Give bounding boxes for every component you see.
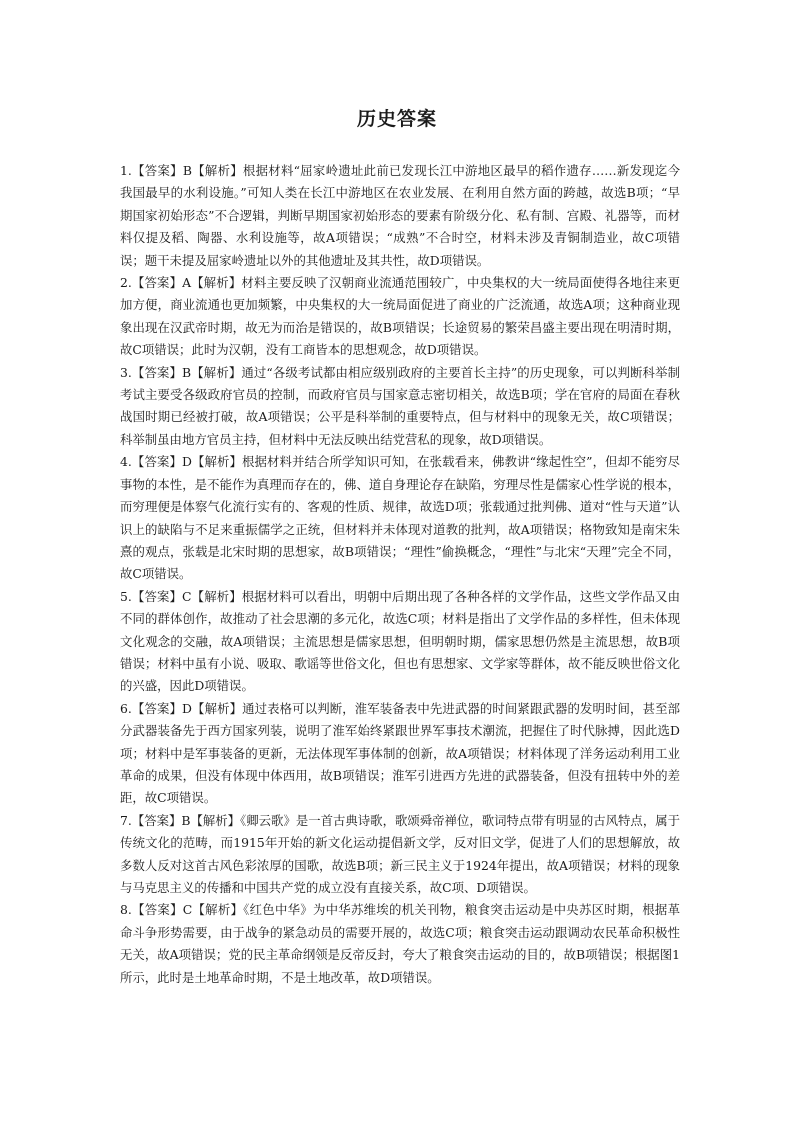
- answer-item-2: 2.【答案】A【解析】材料主要反映了汉朝商业流通范围较广，中央集权的大一统局面使得各地往来更加方便，商业流通也更加频繁，中央集权的大一统局面促进了商业的广泛流通，故选A项；这种商业现象出现在汉武帝时期，故无为而治是错误的，故B项错误；长途贸易的繁荣昌盛主要出现在明清时期，故C项错误；此时为汉朝，没有工商皆本的思想观念，故D项错误。: [120, 275, 680, 358]
- answer-item-5: 5.【答案】C【解析】根据材料可以看出，明朝中后期出现了各种各样的文学作品，这些文学作品又由不同的群体创作，故推动了社会思潮的多元化，故选C项；材料是指出了文学作品的多样性，但未体现文化观念的交融，故A项错误；主流思想是儒家思想，但明朝时期，儒家思想仍然是主流思想，故B项错误；材料中虽有小说、吸取、歌谣等世俗文化，但也有思想家、文学家等群体，故不能反映世俗文化的兴盛，因此D项错误。: [120, 588, 680, 694]
- answer-item-1: 1.【答案】B【解析】根据材料“屈家岭遗址此前已发现长江中游地区最早的稻作遗存……新发现迄今我国最早的水利设施。”可知人类在长江中游地区在农业发展、在利用自然方面的跨越，故选B项；“早期国家初始形态”不合逻辑，判断早期国家初始形态的要素有阶级分化、私有制、宫殿、礼器等，而材料仅提及稻、陶器、水利设施等，故A项错误；“成熟”不合时空，材料未涉及青铜制造业，故C项错误；题干未提及屈家岭遗址以外的其他遗址及其共性，故D项错误。: [120, 163, 680, 268]
- answer-item-3: 3.【答案】B【解析】通过“各级考试都由相应级别政府的主要首长主持”的历史现象，可以判断科举制考试主要受各级政府官员的控制，而政府官员与国家意志密切相关，故选B项；学在官府的局面在春秋战国时期已经被打破，故A项错误；公平是科举制的重要特点，但与材料中的现象无关，故C项错误；科举制虽由地方官员主持，但材料中无法反映出结党营私的现象，故D项错误。: [120, 364, 680, 447]
- answer-item-7: 7.【答案】B【解析】《卿云歌》是一首古典诗歌，歌颂舜帝禅位，歌词特点带有明显的古风特点，属于传统文化的范畴，而1915年开始的新文化运动提倡新文学，反对旧文学，促进了人们的思想解放，故多数人反对这首古风色彩浓厚的国歌，故选B项；新三民主义于1924年提出，故A项错误；材料的现象与马克思主义的传播和中国共产党的成立没有直接关系，故C项、D项错误。: [120, 812, 680, 895]
- answer-item-8: 8.【答案】C【解析】《红色中华》为中华苏维埃的机关刊物，粮食突击运动是中央苏区时期，根据革命斗争形势需要，由于战争的紧急动员的需要开展的，故选C项；粮食突击运动跟调动农民革命积极性无关，故A项错误；党的民主革命纲领是反帝反封，夸大了粮食突击运动的目的，故B项错误；根据图1所示，此时是土地革命时期，不是土地改革，故D项错误。: [120, 902, 680, 985]
- answer-item-4: 4.【答案】D【解析】根据材料并结合所学知识可知，在张载看来，佛教讲“缘起性空”，但却不能穷尽事物的本性，是不能作为真理而存在的，佛、道自身理论存在缺陷，穷理尽性是儒家心性学说的根本，而穷理便是体察气化流行实有的、客观的性质、规律，故选D项；张载通过批判佛、道对“性与天道”认识上的缺陷与不足来重振儒学之正统，但材料并未体现对道教的批判，故A项错误；格物致知是南宋朱熹的观点，张载是北宋时期的思想家，故B项错误；“理性”偷换概念，“理性”与北宋“天理”完全不同，故C项错误。: [120, 454, 680, 582]
- answer-list: [120, 160, 680, 989]
- document-title: 历史答案: [356, 108, 437, 130]
- answer-item-6: 6.【答案】D【解析】通过表格可以判断，淮军装备表中先进武器的时间紧跟武器的发明时间，甚至部分武器装备先于西方国家列装，说明了淮军始终紧跟世界军事技术潮流，把握住了时代脉搏，因此选D项；材料中是军事装备的更新，无法体现军事体制的创新，故A项错误；材料体现了洋务运动利用工业革命的成果，但没有体现中体西用，故B项错误；淮军引进西方先进的武器装备，但没有扭转中外的差距，故C项错误。: [120, 700, 680, 806]
